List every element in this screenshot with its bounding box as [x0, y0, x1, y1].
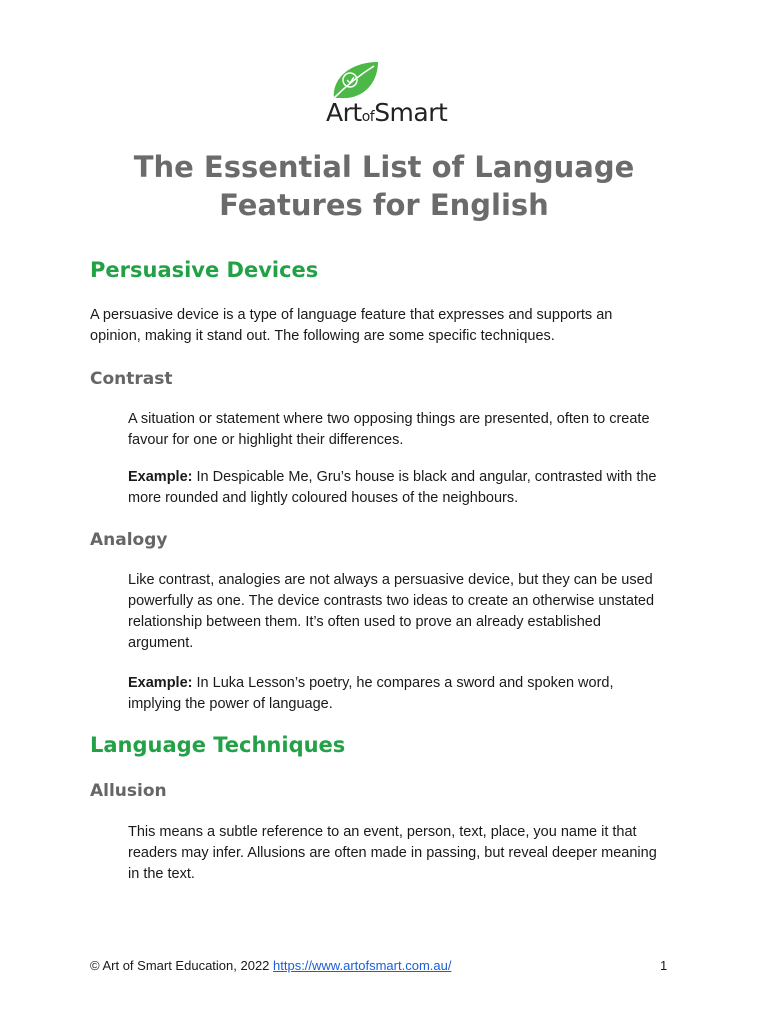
website-link[interactable]: https://www.artofsmart.com.au/: [273, 958, 452, 973]
copyright-text: © Art of Smart Education, 2022: [90, 958, 274, 973]
footer: [90, 958, 451, 973]
logo-wordmark: ArtofSmart: [326, 98, 448, 127]
page-number: 1: [660, 958, 668, 973]
example-text: In Luka Lesson’s poetry, he compares a sword and spoken word, implying the power of language.: [128, 675, 614, 712]
title-line-1: The Essential List of Language: [133, 150, 635, 184]
heading-contrast: Contrast: [90, 369, 173, 389]
contrast-body: A situation or statement where two opposing things are presented, often to create favour for one or highlight their differences.: [128, 411, 650, 448]
example-text: In Despicable Me, Gru’s house is black and angular, contrasted with the more rounded and lightly coloured houses of the neighbours.: [128, 469, 657, 506]
persuasive-intro: A persuasive device is a type of language feature that expresses and supports an opinion, making it stand out. The following are some specific techniques.: [90, 307, 613, 344]
example-label: Example:: [128, 469, 193, 485]
title-line-2: Features for English: [219, 188, 549, 222]
heading-analogy: Analogy: [90, 530, 168, 550]
analogy-example: [128, 673, 658, 715]
allusion-body: This means a subtle reference to an event, person, text, place, you name it that readers may infer. Allusions are often made in passing, but reveal deeper meaning in the text.: [128, 824, 657, 882]
art-of-smart-logo: [326, 58, 448, 128]
heading-allusion: Allusion: [90, 781, 167, 801]
heading-language-techniques: Language Techniques: [90, 733, 346, 757]
heading-persuasive-devices: Persuasive Devices: [90, 258, 319, 282]
analogy-body: Like contrast, analogies are not always a persuasive device, but they can be used powerfully as one. The device contrasts two ideas to create an otherwise unstated relationship between them. It’s often used to prove an already established argument.: [128, 572, 655, 651]
page-title: [90, 148, 678, 224]
example-label: Example:: [128, 675, 193, 691]
contrast-example: [128, 467, 658, 509]
